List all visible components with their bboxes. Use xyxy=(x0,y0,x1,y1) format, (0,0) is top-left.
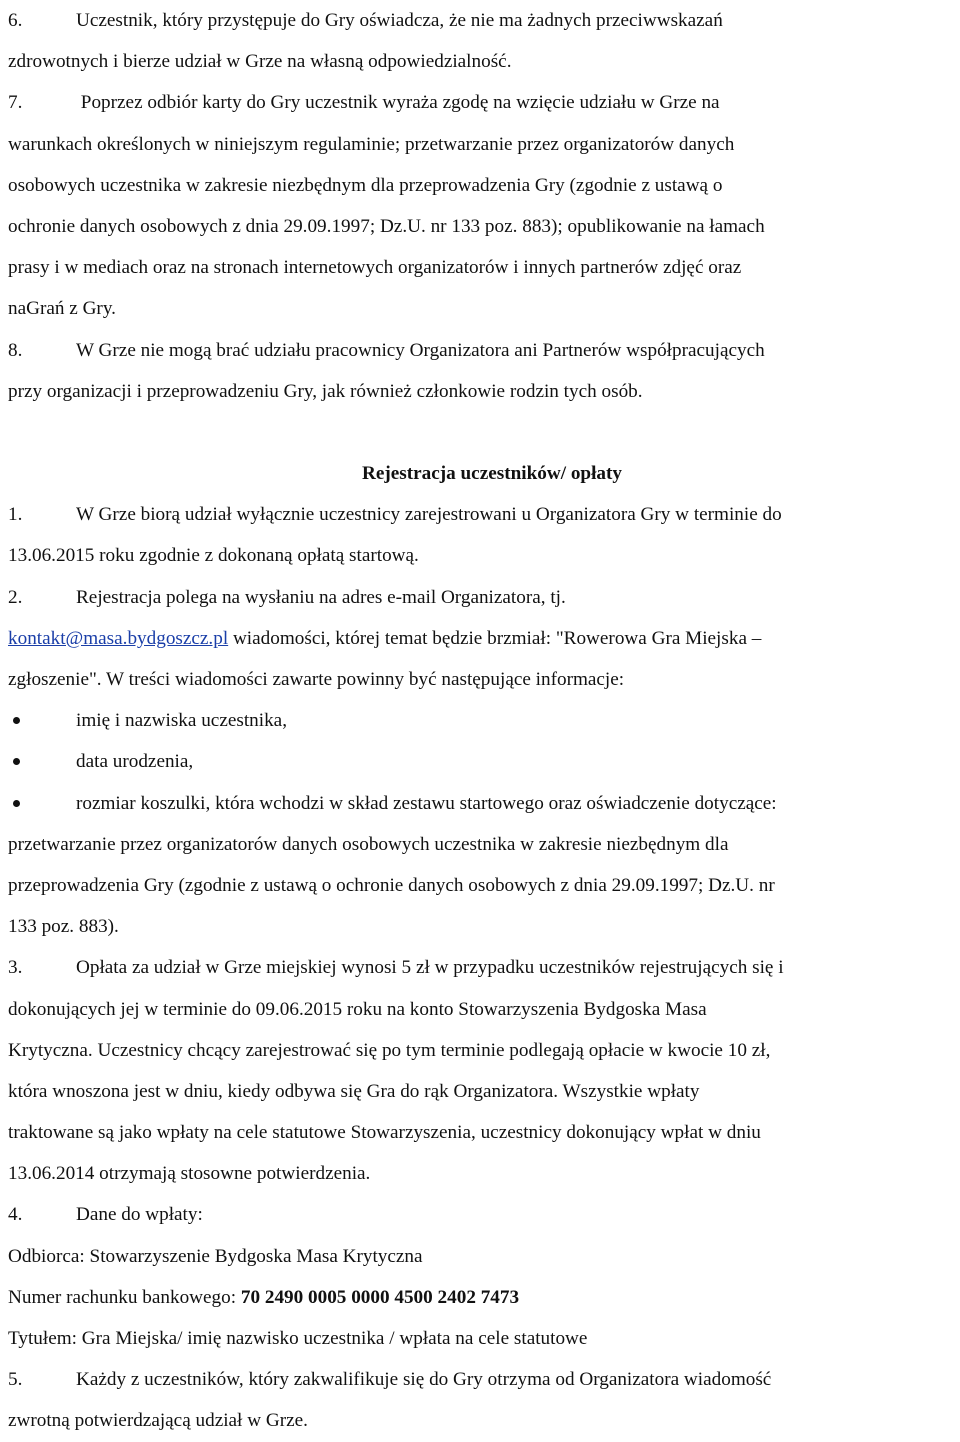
text-span: wiadomości, której temat będzie brzmiał: "Rowerowa Gra Miejska – xyxy=(228,627,762,649)
text-line: 133 poz. 883). xyxy=(8,916,119,938)
text-line: traktowane są jako wpłaty na cele statutowe Stowarzyszenia, uczestnicy dokonujący wpłat w dniu xyxy=(8,1122,761,1144)
text-span: Rejestracja polega na wysłaniu na adres e-mail Organizatora, tj. xyxy=(76,586,566,608)
text-line: naGrań z Gry. xyxy=(8,298,116,320)
item-number: 3. xyxy=(8,957,23,979)
bullet-item xyxy=(8,783,954,824)
bullet-text: rozmiar koszulki, która wchodzi w skład zestawu startowego oraz oświadczenie dotyczące: xyxy=(76,792,777,814)
item-number: 4. xyxy=(8,1204,23,1226)
bullet-icon xyxy=(8,758,76,765)
text-line xyxy=(8,947,954,988)
text-line: dokonujących jej w terminie do 09.06.2015 roku na konto Stowarzyszenia Bydgoska Masa xyxy=(8,998,707,1020)
text-line: zwrotną potwierdzającą udział w Grze. xyxy=(8,1410,308,1432)
item-number: 7. xyxy=(8,92,23,114)
item-number: 5. xyxy=(8,1369,23,1391)
text-line: przetwarzanie przez organizatorów danych osobowych uczestnika w zakresie niezbędnym dla xyxy=(8,833,729,855)
text-line: ochronie danych osobowych z dnia 29.09.1997; Dz.U. nr 133 poz. 883); opublikowanie na łamach xyxy=(8,215,765,237)
bullet-item xyxy=(8,700,954,741)
text-line xyxy=(8,494,954,535)
text-line xyxy=(8,577,954,618)
bullet-item xyxy=(8,741,954,782)
bullet-icon xyxy=(8,717,76,724)
email-link[interactable]: kontakt@masa.bydgoszcz.pl xyxy=(8,627,229,649)
section-heading: Rejestracja uczestników/ opłaty xyxy=(361,463,623,485)
text-span: Dane do wpłaty: xyxy=(76,1204,203,1226)
text-line: Odbiorca: Stowarzyszenie Bydgoska Masa Krytyczna xyxy=(8,1245,423,1267)
text-line: zdrowotnych i bierze udział w Grze na własną odpowiedzialność. xyxy=(8,51,512,73)
bank-account-label: Numer rachunku bankowego: xyxy=(8,1286,241,1308)
text-span: Poprzez odbiór karty do Gry uczestnik wyraża zgodę na wzięcie udziału w Grze na xyxy=(76,92,720,114)
bullet-text: data urodzenia, xyxy=(76,751,194,773)
text-line xyxy=(8,1277,954,1318)
document-page xyxy=(8,0,954,1432)
text-span: W Grze nie mogą brać udziału pracownicy Organizatora ani Partnerów współpracujących xyxy=(76,339,765,361)
text-line: osobowych uczestnika w zakresie niezbędnym dla przeprowadzenia Gry (zgodnie z ustawą o xyxy=(8,174,723,196)
text-span: Opłata za udział w Grze miejskiej wynosi 5 zł w przypadku uczestników rejestrujących się i xyxy=(76,957,784,979)
text-line: która wnoszona jest w dniu, kiedy odbywa się Gra do rąk Organizatora. Wszystkie wpłaty xyxy=(8,1080,700,1102)
bullet-icon xyxy=(8,800,76,807)
item-number: 1. xyxy=(8,504,23,526)
item-number: 6. xyxy=(8,10,23,31)
text-line: 13.06.2014 otrzymają stosowne potwierdzenia. xyxy=(8,1163,371,1185)
text-line: Krytyczna. Uczestnicy chcący zarejestrować się po tym terminie podlegają opłacie w kwocie 10 zł, xyxy=(8,1039,771,1061)
text-span: Uczestnik, który przystępuje do Gry oświadcza, że nie ma żadnych przeciwwskazań xyxy=(76,10,723,31)
text-line xyxy=(8,618,954,659)
text-line: przy organizacji i przeprowadzeniu Gry, jak również członkowie rodzin tych osób. xyxy=(8,380,643,402)
text-line xyxy=(8,82,954,123)
bank-account-number: 70 2490 0005 0000 4500 2402 7473 xyxy=(240,1286,520,1308)
bullet-text: imię i nazwiska uczestnika, xyxy=(76,710,287,732)
text-line xyxy=(8,1359,954,1400)
text-span: Każdy z uczestników, który zakwalifikuje się do Gry otrzyma od Organizatora wiadomość xyxy=(76,1369,772,1391)
text-line xyxy=(8,330,954,371)
text-line xyxy=(8,1194,954,1235)
text-line: przeprowadzenia Gry (zgodnie z ustawą o ochronie danych osobowych z dnia 29.09.1997; Dz.U. nr xyxy=(8,874,775,896)
spacer xyxy=(8,412,954,453)
text-line: Tytułem: Gra Miejska/ imię nazwisko uczestnika / wpłata na cele statutowe xyxy=(8,1328,588,1349)
item-number: 8. xyxy=(8,339,23,361)
text-line: zgłoszenie". W treści wiadomości zawarte powinny być następujące informacje: xyxy=(8,669,625,690)
text-span: W Grze biorą udział wyłącznie uczestnicy zarejestrowani u Organizatora Gry w terminie do xyxy=(76,504,782,526)
item-number: 2. xyxy=(8,586,23,608)
text-line: 13.06.2015 roku zgodnie z dokonaną opłatą startową. xyxy=(8,545,419,567)
text-line: prasy i w mediach oraz na stronach internetowych organizatorów i innych partnerów zdjęć oraz xyxy=(8,257,742,279)
text-line: warunkach określonych w niniejszym regulaminie; przetwarzanie przez organizatorów danych xyxy=(8,133,735,155)
text-line xyxy=(8,0,954,41)
